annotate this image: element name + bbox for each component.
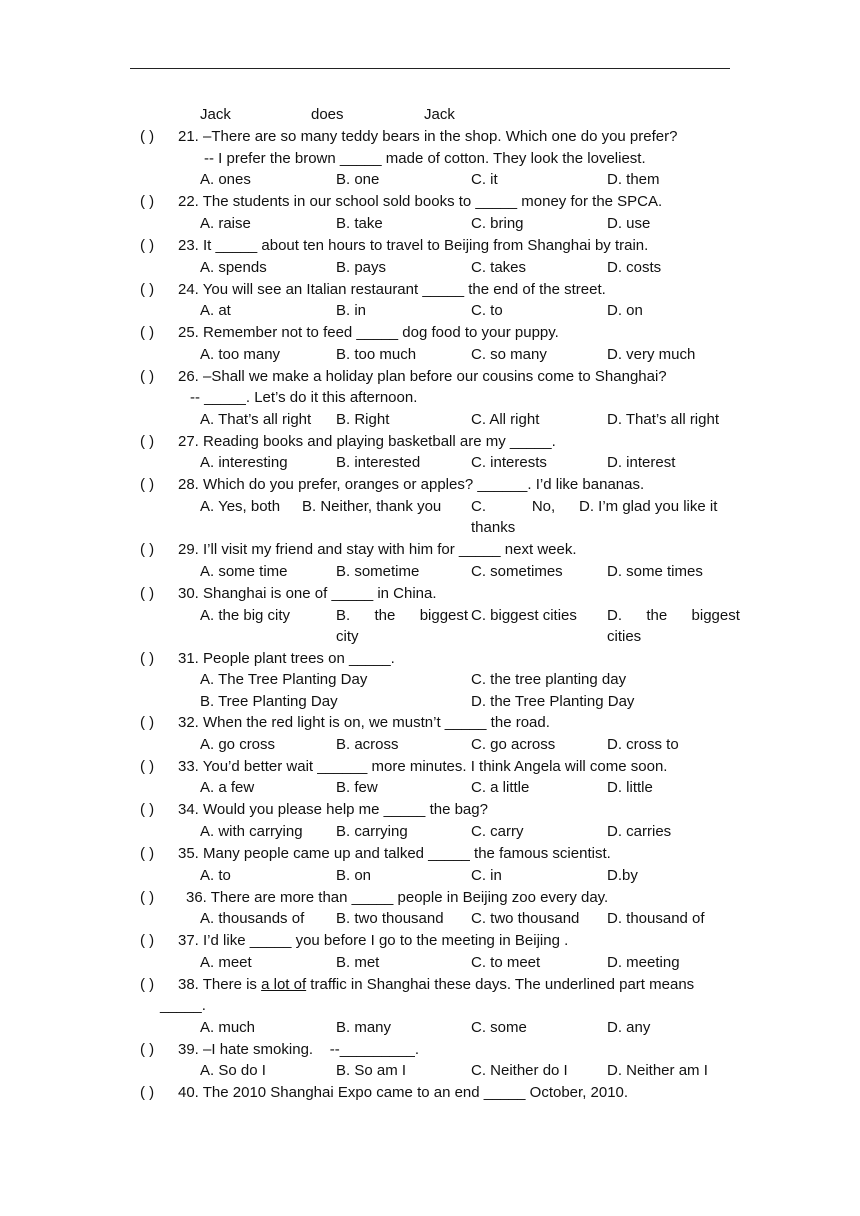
answer-paren[interactable]: ( ) [140,1084,155,1101]
answer-paren[interactable]: ( ) [140,541,155,558]
option-c: C. in [471,867,502,884]
option-a: A. the big city [200,607,291,624]
option-b: B. on [336,867,372,884]
option-a: A. interesting [200,454,288,471]
option-b: B. one [336,171,380,188]
question-stem-line2: -- _____. Let’s do it this afternoon. [190,389,418,406]
option-b: B. many [336,1019,392,1036]
option-b: B. two thousand [336,910,444,927]
option-d: D. the biggest [607,607,740,624]
option-a: A. ones [200,171,251,188]
question-stem: 37. I’d like _____ you before I go to the meeting in Beijing . [178,932,569,949]
option-d: D. the Tree Planting Day [471,693,635,710]
option-b: B. carrying [336,823,408,840]
header-rule [130,68,730,69]
option-b: B. the biggest [336,607,469,624]
question-stem: 22. The students in our school sold books to _____ money for the SPCA. [178,193,663,210]
question-stem: 30. Shanghai is one of _____ in China. [178,585,437,602]
option-a: A. some time [200,563,288,580]
question-stem: 29. I’ll visit my friend and stay with him for _____ next week. [178,541,577,558]
option-b: B. in [336,302,367,319]
answer-paren[interactable]: ( ) [140,714,155,731]
option-b: B. take [336,215,383,232]
option-a: A. So do I [200,1062,266,1079]
option-a: A. to [200,867,231,884]
option-d: D. I’m glad you like it [579,498,718,515]
option-a: A. That’s all right [200,411,312,428]
option-c: C. it [471,171,498,188]
option-a: A. Yes, both [200,498,281,515]
question-stem: 26. –Shall we make a holiday plan before our cousins come to Shanghai? [178,368,667,385]
question-stem: 31. People plant trees on _____. [178,650,395,667]
answer-paren[interactable]: ( ) [140,932,155,949]
option-c: C. Neither do I [471,1062,568,1079]
answer-paren[interactable]: ( ) [140,433,155,450]
question-stem: 23. It _____ about ten hours to travel to Beijing from Shanghai by train. [178,237,649,254]
fragment-word: does [311,106,344,123]
option-a: A. at [200,302,231,319]
option-b: B. few [336,779,378,796]
option-c: C. so many [471,346,547,363]
option-b: B. met [336,954,380,971]
option-a: A. meet [200,954,252,971]
stem-text: traffic in Shanghai these days. The underlined part means [306,976,695,993]
option-a: A. spends [200,259,267,276]
question-stem [178,975,694,995]
option-d: D. on [607,302,643,319]
option-c: C. the tree planting day [471,671,627,688]
option-d: D. meeting [607,954,680,971]
answer-paren[interactable]: ( ) [140,128,155,145]
question-stem: 25. Remember not to feed _____ dog food to your puppy. [178,324,559,341]
option-b: B. across [336,736,399,753]
option-d: D. thousand of [607,910,705,927]
option-c: C. two thousand [471,910,580,927]
question-stem-line2: _____. [160,997,206,1014]
option-d: D. Neither am I [607,1062,708,1079]
option-d: D. them [607,171,660,188]
option-a: A. The Tree Planting Day [200,671,368,688]
option-d: D. some times [607,563,703,580]
question-stem: 33. You’d better wait ______ more minutes. I think Angela will come soon. [178,758,668,775]
option-a: A. too many [200,346,281,363]
question-stem: 35. Many people came up and talked _____ the famous scientist. [178,845,611,862]
answer-paren[interactable]: ( ) [140,324,155,341]
option-c: C. takes [471,259,527,276]
option-d: D. little [607,779,653,796]
option-c: C. some [471,1019,527,1036]
option-c: C. sometimes [471,563,563,580]
answer-paren[interactable]: ( ) [140,758,155,775]
answer-paren[interactable]: ( ) [140,889,155,906]
option-b: B. too much [336,346,417,363]
question-stem: 36. There are more than _____ people in Beijing zoo every day. [186,889,609,906]
answer-paren[interactable]: ( ) [140,368,155,385]
option-a: A. raise [200,215,251,232]
answer-paren[interactable]: ( ) [140,976,155,993]
answer-paren[interactable]: ( ) [140,845,155,862]
option-b: B. pays [336,259,387,276]
option-a: A. with carrying [200,823,303,840]
option-d: D. That’s all right [607,411,719,428]
answer-paren[interactable]: ( ) [140,801,155,818]
option-d: D. cross to [607,736,679,753]
question-stem: 27. Reading books and playing basketball are my _____. [178,433,556,450]
answer-paren[interactable]: ( ) [140,650,155,667]
option-b: B. Tree Planting Day [200,693,338,710]
option-d: D. interest [607,454,676,471]
option-c: C. go across [471,736,556,753]
option-b: B. Right [336,411,390,428]
answer-paren[interactable]: ( ) [140,585,155,602]
option-b: B. interested [336,454,421,471]
stem-text: 38. There is [178,976,262,993]
question-stem: 21. –There are so many teddy bears in the shop. Which one do you prefer? [178,128,678,145]
answer-paren[interactable]: ( ) [140,1041,155,1058]
option-b: B. Neither, thank you [302,498,442,515]
option-c: C. All right [471,411,540,428]
option-c: C. interests [471,454,547,471]
option-d: D. very much [607,346,696,363]
question-stem: 34. Would you please help me _____ the bag? [178,801,488,818]
option-b: B. sometime [336,563,420,580]
option-b: B. So am I [336,1062,407,1079]
option-b-line2: city [336,628,359,645]
option-d-line2: cities [607,628,642,645]
option-c: C. to meet [471,954,541,971]
answer-paren[interactable]: ( ) [140,237,155,254]
question-stem: 24. You will see an Italian restaurant _____ the end of the street. [178,281,606,298]
option-c: C. a little [471,779,530,796]
question-stem: 40. The 2010 Shanghai Expo came to an end _____ October, 2010. [178,1084,629,1101]
underlined-phrase: a lot of [261,976,307,993]
option-a: A. thousands of [200,910,305,927]
option-a: A. go cross [200,736,276,753]
option-c: C. to [471,302,503,319]
option-d: D. costs [607,259,662,276]
option-c-line2: thanks [471,519,516,536]
option-d: D. use [607,215,651,232]
question-stem: 32. When the red light is on, we mustn’t _____ the road. [178,714,550,731]
answer-paren[interactable]: ( ) [140,476,155,493]
option-c: C. No, [471,498,556,515]
option-c: C. carry [471,823,524,840]
question-stem: 39. –I hate smoking. --_________. [178,1041,419,1058]
option-c: C. bring [471,215,524,232]
option-a: A. a few [200,779,255,796]
option-d: D. carries [607,823,672,840]
answer-paren[interactable]: ( ) [140,281,155,298]
fragment-word: Jack [200,106,231,123]
option-c: C. biggest cities [471,607,577,624]
answer-paren[interactable]: ( ) [140,193,155,210]
question-stem: 28. Which do you prefer, oranges or apples? ______. I’d like bananas. [178,476,645,493]
option-a: A. much [200,1019,256,1036]
question-stem-line2: -- I prefer the brown _____ made of cotton. They look the loveliest. [204,150,646,167]
option-d: D.by [607,867,638,884]
fragment-word: Jack [424,106,455,123]
option-d: D. any [607,1019,651,1036]
